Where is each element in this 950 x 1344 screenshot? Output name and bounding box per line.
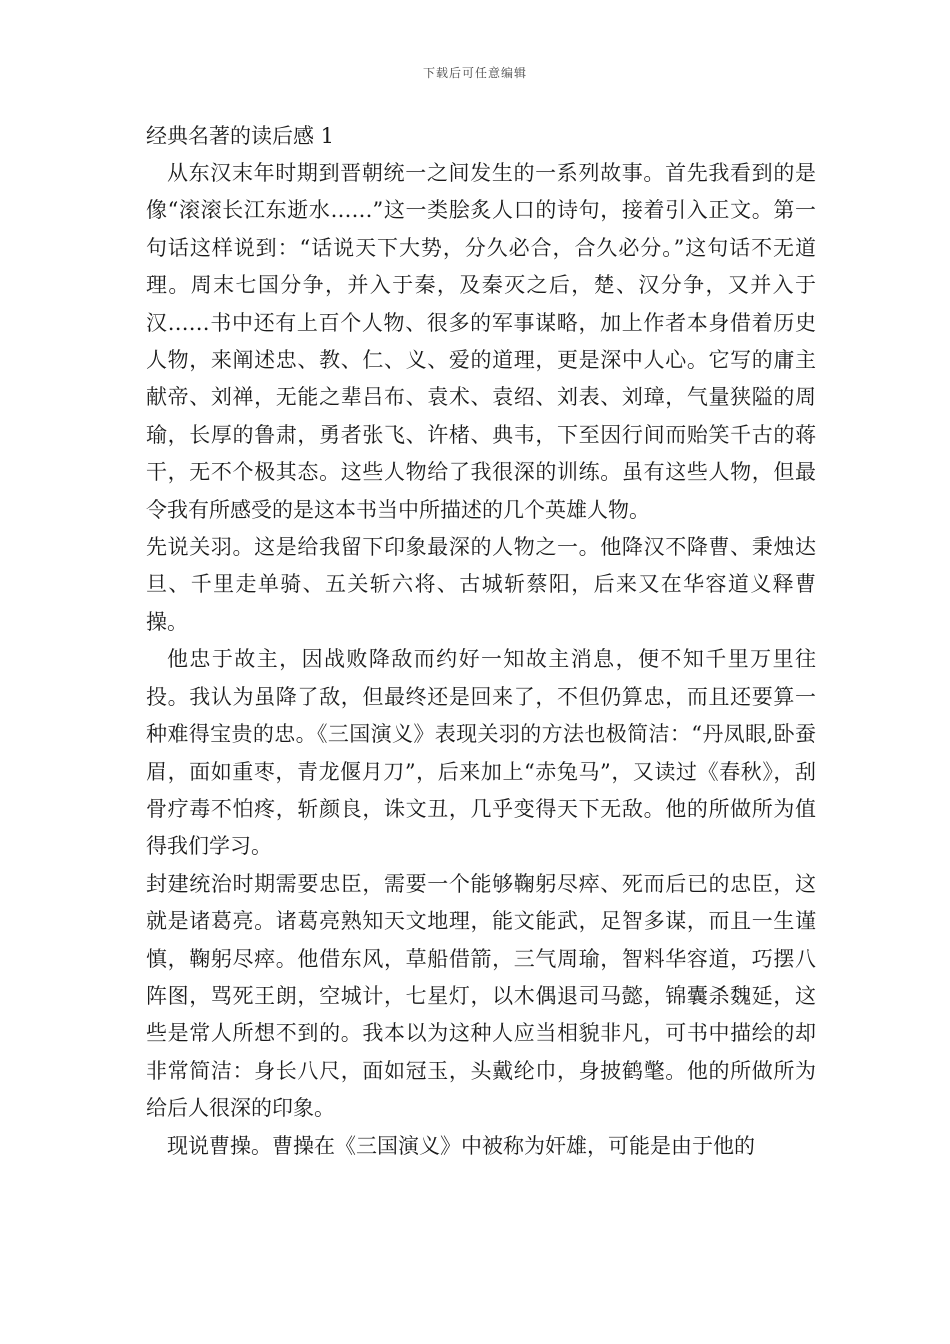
paragraph-2: 先说关羽。这是给我留下印象最深的人物之一。他降汉不降曹、秉烛达旦、千里走单骑、五关斩六将、古城斩蔡阳，后来又在华容道义释曹操。 [146,535,816,634]
document-title: 经典名著的读后感 1 [146,124,335,148]
paragraph-3: 他忠于故主，因战败降敌而约好一知故主消息，便不知千里万里往投。我认为虽降了敌，但最终还是回来了，不但仍算忠，而且还要算一种难得宝贵的忠。《三国演义》表现关羽的方法也极简洁：“丹凤眼,卧蚕眉，面如重枣，青龙偃月刀”，后来加上“赤兔马”，又读过《春秋》，刮骨疗毒不怕疼，斩颜良，诛文丑，几乎变得天下无敌。他的所做所为值得我们学习。 [146,647,816,859]
header-note: 下载后可任意编辑 [422,66,527,80]
paragraph-4: 封建统治时期需要忠臣，需要一个能够鞠躬尽瘁、死而后已的忠臣，这就是诸葛亮。诸葛亮熟知天文地理，能文能武，足智多谋，而且一生谨慎，鞠躬尽瘁。他借东风，草船借箭，三气周瑜，智料华容道，巧摆八阵图，骂死王朗，空城计，七星灯，以木偶退司马懿，锦囊杀魏延，这些是常人所想不到的。我本以为这种人应当相貌非凡，可书中描绘的却非常简洁：身长八尺，面如冠玉，头戴纶巾，身披鹤氅。他的所做所为给后人很深的印象。 [146,871,816,1121]
paragraph-1: 从东汉末年时期到晋朝统一之间发生的一系列故事。首先我看到的是像“滚滚长江东逝水……”这一类脍炙人口的诗句，接着引入正文。第一句话这样说到：“话说天下大势，分久必合，合久必分。”这句话不无道理。周末七国分争，并入于秦，及秦灭之后，楚、汉分争，又并入于汉……书中还有上百个人物、很多的军事谋略，加上作者本身借着历史人物，来阐述忠、教、仁、义、爱的道理，更是深中人心。它写的庸主献帝、刘禅，无能之辈吕布、袁术、袁绍、刘表、刘璋，气量狭隘的周瑜，长厚的鲁肃，勇者张飞、许楮、典韦，下至因行间而贻笑千古的蒋干，无不个极其态。这些人物给了我很深的训练。虽有这些人物，但最令我有所感受的是这本书当中所描述的几个英雄人物。 [146,161,816,522]
document-body [146,118,816,1165]
paragraph-5: 现说曹操。曹操在《三国演义》中被称为奸雄，可能是由于他的 [167,1133,755,1158]
